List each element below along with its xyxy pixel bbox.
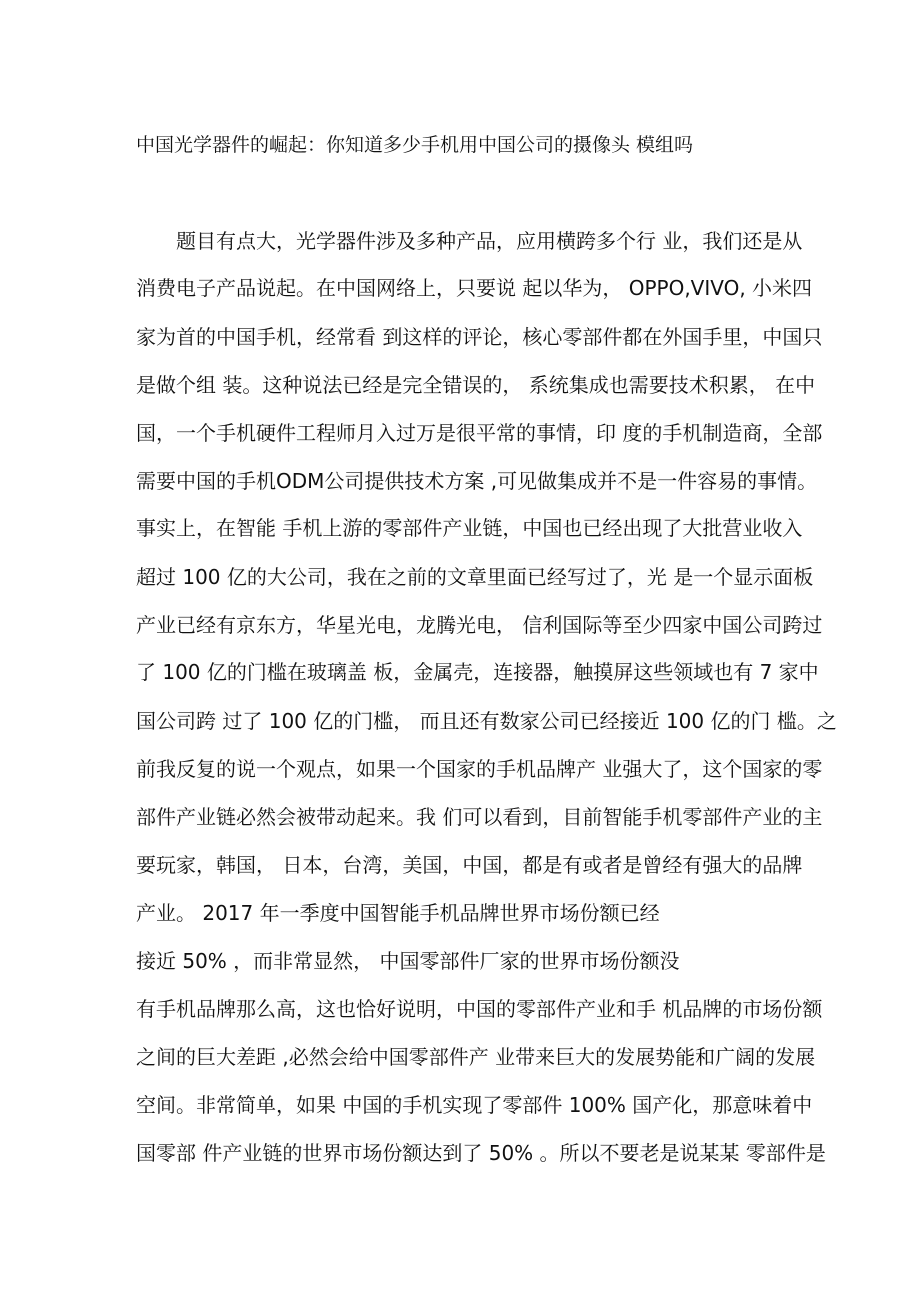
text-line: 事实上，在智能 手机上游的零部件产业链，中国也已经出现了大批营业收入 bbox=[136, 516, 803, 540]
text-line: 前我反复的说一个观点，如果一个国家的手机品牌产 业强大了，这个国家的零 bbox=[136, 757, 823, 781]
text-line: 要玩家，韩国， 日本，台湾，美国，中国，都是有或者是曾经有强大的品牌 bbox=[136, 853, 803, 877]
text-line: 题目有点大，光学器件涉及多种产品，应用横跨多个行 业，我们还是从 bbox=[136, 229, 803, 253]
text-line: 了 100 亿的门槛在玻璃盖 板，金属壳，连接器，触摸屏这些领域也有 7 家中 bbox=[136, 660, 819, 684]
text-line: 需要中国的手机ODM公司提供技术方案 ,可见做集成并不是一件容易的事情。 bbox=[136, 469, 818, 493]
text-line: 国公司跨 过了 100 亿的门槛， 而且还有数家公司已经接近 100 亿的门 槛。之 bbox=[136, 709, 837, 733]
text-line: 产业已经有京东方，华星光电，龙腾光电， 信利国际等至少四家中国公司跨过 bbox=[136, 613, 823, 637]
text-line: 空间。非常简单，如果 中国的手机实现了零部件 100% 国产化，那意味着中 bbox=[136, 1093, 813, 1117]
text-line: 部件产业链必然会被带动起来。我 们可以看到，目前智能手机零部件产业的主 bbox=[136, 805, 823, 829]
text-line: 消费电子产品说起。在中国网络上，只要说 起以华为， OPPO,VIVO, 小米四 bbox=[136, 276, 813, 300]
text-line: 超过 100 亿的大公司，我在之前的文章里面已经写过了，光 是一个显示面板 bbox=[136, 565, 814, 589]
text-line: 有手机品牌那么高，这也恰好说明，中国的零部件产业和手 机品牌的市场份额 bbox=[136, 997, 823, 1021]
text-line: 国零部 件产业链的世界市场份额达到了 50% 。所以不要老是说某某 零部件是 bbox=[136, 1141, 826, 1165]
text-line: 家为首的中国手机，经常看 到这样的评论，核心零部件都在外国手里，中国只 bbox=[136, 325, 823, 349]
text-line: 国，一个手机硬件工程师月入过万是很平常的事情，印 度的手机制造商，全部 bbox=[136, 421, 823, 445]
text-line: 接近 50% ，而非常显然， 中国零部件厂家的世界市场份额没 bbox=[136, 949, 680, 973]
text-line: 产业。 2017 年一季度中国智能手机品牌世界市场份额已经 bbox=[136, 901, 660, 925]
text-line: 是做个组 装。这种说法已经是完全错误的， 系统集成也需要技术积累， 在中 bbox=[136, 373, 816, 397]
document-title: 中国光学器件的崛起：你知道多少手机用中国公司的摄像头 模组吗 bbox=[136, 134, 694, 156]
text-line: 之间的巨大差距 ,必然会给中国零部件产 业带来巨大的发展势能和广阔的发展 bbox=[136, 1045, 816, 1069]
